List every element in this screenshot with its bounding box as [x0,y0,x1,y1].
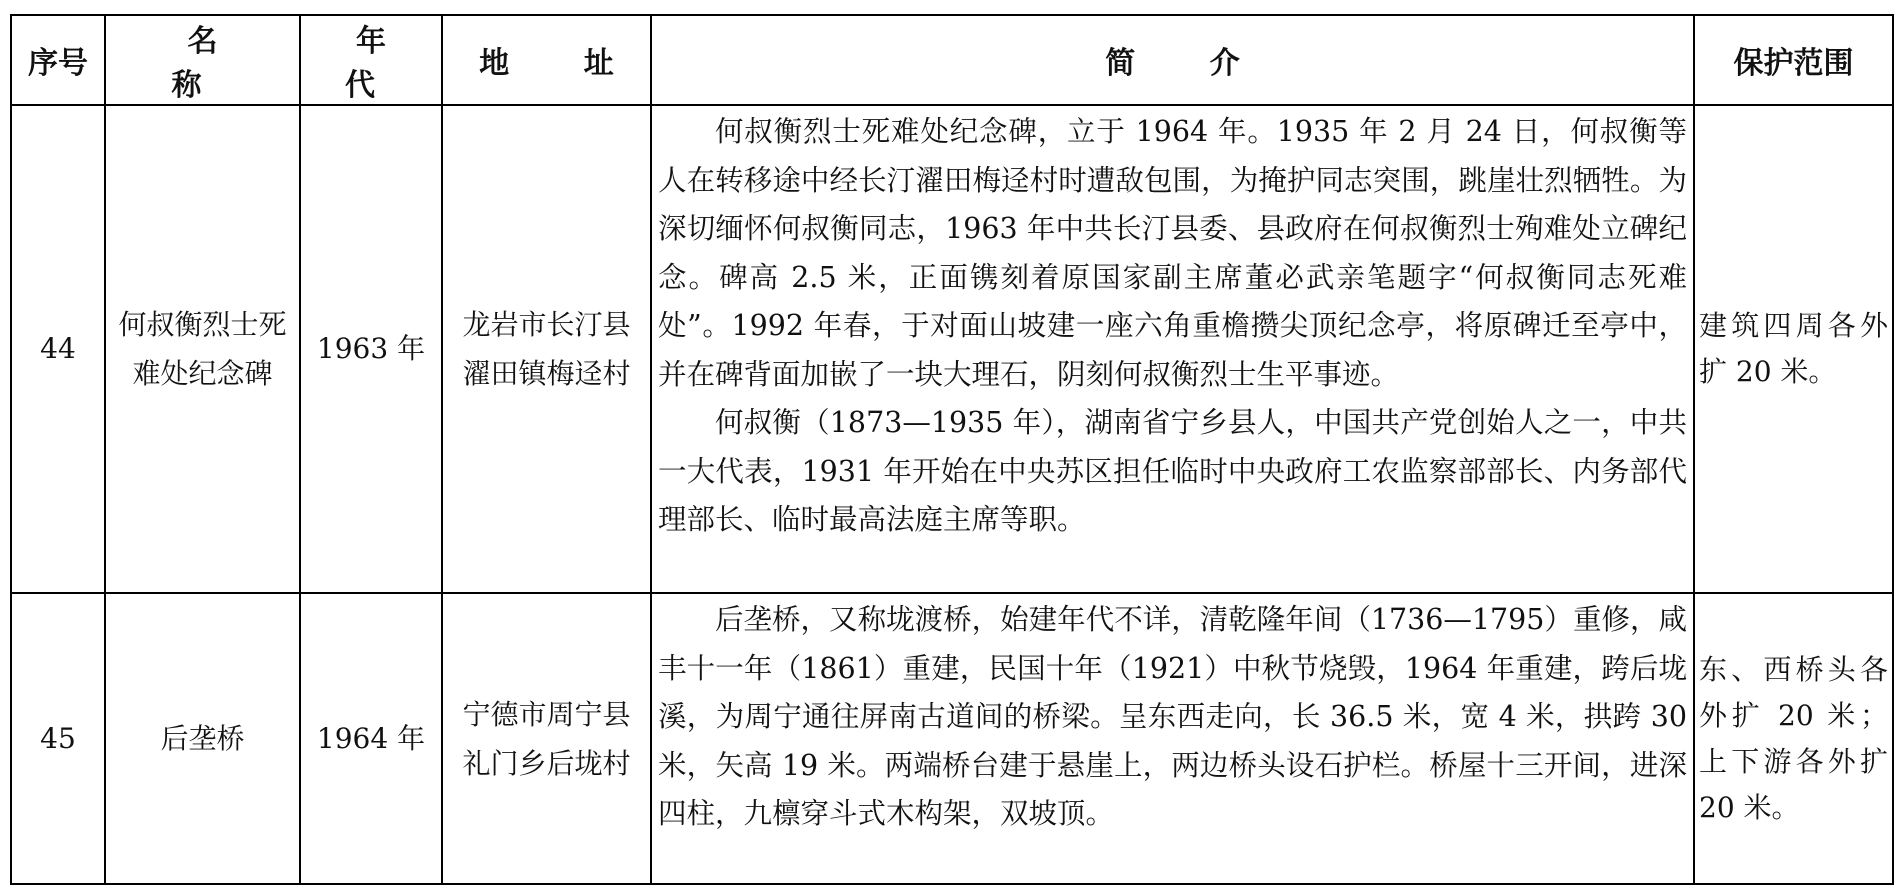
cell-name: 后垄桥 [105,593,300,884]
header-brief: 简 介 [651,15,1694,105]
cell-name: 何叔衡烈士死难处纪念碑 [105,105,300,593]
cell-index: 44 [11,105,105,593]
cell-brief [651,105,1694,593]
brief-paragraph-1: 后垄桥，又称垅渡桥，始建年代不详，清乾隆年间（1736—1795）重修，咸丰十一年（1861）重建，民国十年（1921）中秋节烧毁，1964 年重建，跨后垅溪，为周宁通往屏南古道间的桥梁。呈东西走向，长 36.5 米，宽 4 米，拱跨 30 米，矢高 19 米。两端桥台建于悬崖上，两边桥头设石护栏。桥屋十三开间，进深四柱，九檩穿斗式木构架，双坡顶。 [658,603,1687,830]
heritage-table-page [10,14,1892,885]
header-era: 年 代 [300,15,442,105]
header-address: 地 址 [442,15,651,105]
cell-index: 45 [11,593,105,884]
cell-protection: 东、西桥头各外扩 20 米；上下游各外扩 20 米。 [1694,593,1893,884]
cell-address: 宁德市周宁县礼门乡后垅村 [442,593,651,884]
cell-era: 1964 年 [300,593,442,884]
header-row [11,15,1893,105]
brief-paragraph-2: 何叔衡（1873—1935 年），湖南省宁乡县人，中国共产党创始人之一，中共一大代表，1931 年开始在中央苏区担任临时中央政府工农监察部部长、内务部代理部长、临时最高法庭主席等职。 [658,406,1687,536]
heritage-table [10,14,1894,885]
table-row [11,105,1893,593]
cell-protection: 建筑四周各外扩 20 米。 [1694,105,1893,593]
header-name: 名 称 [105,15,300,105]
brief-paragraph-1: 何叔衡烈士死难处纪念碑，立于 1964 年。1935 年 2 月 24 日，何叔衡等人在转移途中经长汀濯田梅迳村时遭敌包围，为掩护同志突围，跳崖壮烈牺牲。为深切缅怀何叔衡同志，1963 年中共长汀县委、县政府在何叔衡烈士殉难处立碑纪念。碑高 2.5 米，正面镌刻着原国家副主席董必武亲笔题字“何叔衡同志死难处”。1992 年春，于对面山坡建一座六角重檐攒尖顶纪念亭，将原碑迁至亭中，并在碑背面加嵌了一块大理石，阴刻何叔衡烈士生平事迹。 [658,115,1687,391]
header-index: 序号 [11,15,105,105]
table-header [11,15,1893,105]
header-protection: 保护范围 [1694,15,1893,105]
cell-address: 龙岩市长汀县濯田镇梅迳村 [442,105,651,593]
cell-brief [651,593,1694,884]
table-row [11,593,1893,884]
cell-era: 1963 年 [300,105,442,593]
